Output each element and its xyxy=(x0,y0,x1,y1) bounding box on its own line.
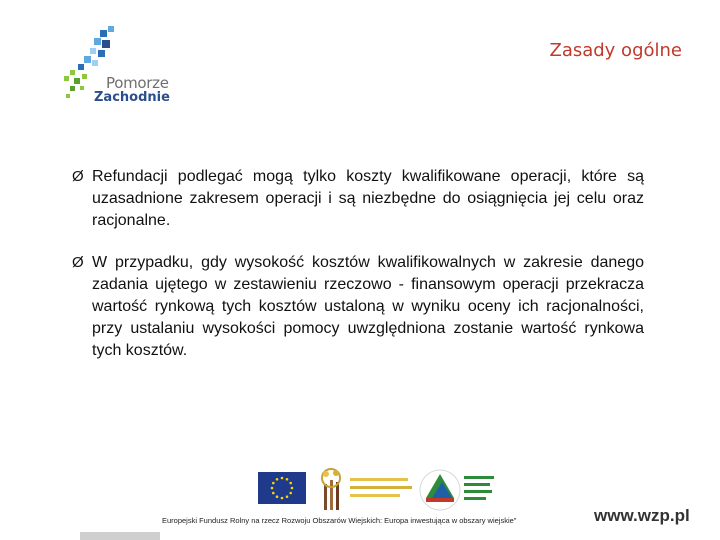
bullet-list xyxy=(72,166,644,382)
bullet-item xyxy=(72,166,644,232)
website-link[interactable]: www.wzp.pl xyxy=(594,506,690,525)
bullet-text: Refundacji podlegać mogą tylko koszty kwalifikowane operacji, które są uzasadnione zakresem operacji i są niezbędne do osiągnięcia jej celu oraz racjonalne. xyxy=(92,168,644,229)
bullet-text: W przypadku, gdy wysokość kosztów kwalifikowalnych w zakresie danego zadania ujętego w zestawieniu rzeczowo - finansowym operacji przekracza wartość rynkową tych kosztów ustaloną w wyniku oceny ich racjonalności, przy ustalaniu wysokości pomocy uwzględniona zostanie wartość rynkowa tych kosztów. xyxy=(92,254,644,359)
eu-flag-icon xyxy=(258,472,306,504)
fund-caption: Europejski Fundusz Rolny na rzecz Rozwoju Obszarów Wiejskich: Europa inwestująca w obszary wiejskie" xyxy=(162,516,517,525)
logo-text-pomorze: Pomorze xyxy=(106,74,169,92)
arrow-bullet-icon: Ø xyxy=(72,254,84,271)
logo-text-zachodnie: Zachodnie xyxy=(94,90,170,105)
ksow-network-logo xyxy=(314,466,424,512)
page-title: Zasady ogólne xyxy=(549,40,682,61)
footer-bar xyxy=(80,532,160,540)
prow-programme-logo xyxy=(418,466,504,516)
bullet-item xyxy=(72,252,644,362)
arrow-bullet-icon: Ø xyxy=(72,168,84,185)
